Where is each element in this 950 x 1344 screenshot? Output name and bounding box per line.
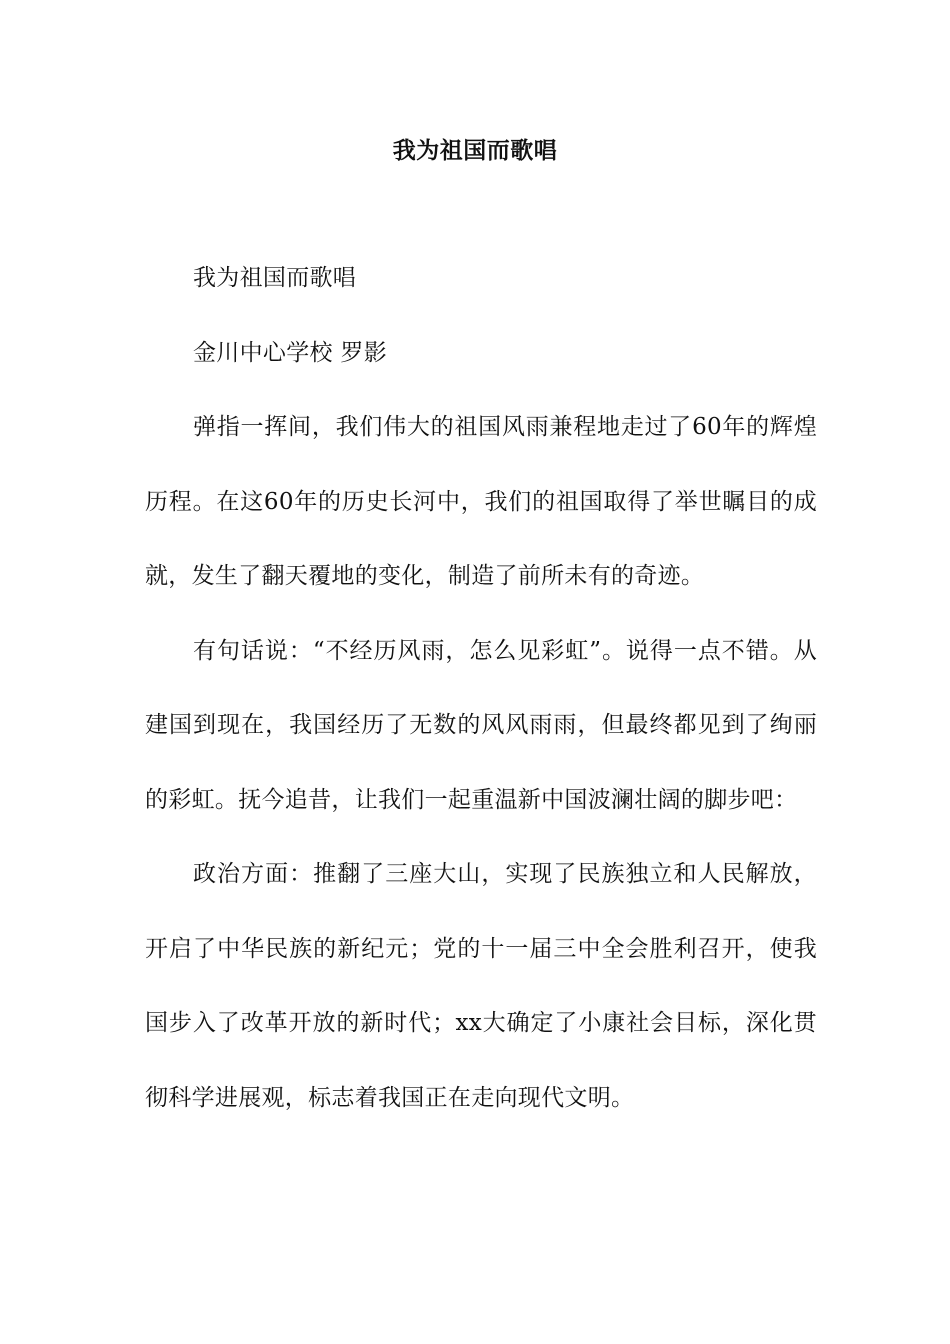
paragraph: 政治方面：推翻了三座大山，实现了民族独立和人民解放，开启了中华民族的新纪元；党的十一届三中全会胜利召开，使我国步入了改革开放的新时代；xx大确定了小康社会目标，深化贯彻科学进展观，标志着我国正在走向现代文明。 [145, 861, 817, 1111]
document-title: 我为祖国而歌唱 [392, 137, 558, 164]
paragraph: 有句话说：“不经历风雨，怎么见彩虹”。说得一点不错。从建国到现在，我国经历了无数的风风雨雨，但最终都见到了绚丽的彩虹。抚今追昔，让我们一起重温新中国波澜壮阔的脚步吧： [145, 637, 817, 813]
paragraph: 弹指一挥间，我们伟大的祖国风雨兼程地走过了60年的辉煌历程。在这60年的历史长河中，我们的祖国取得了举世瞩目的成就，发生了翻天覆地的变化，制造了前所未有的奇迹。 [145, 414, 817, 589]
body-subtitle: 我为祖国而歌唱 [193, 265, 357, 291]
document-body [145, 241, 817, 1135]
author-line: 金川中心学校 罗影 [193, 339, 388, 366]
